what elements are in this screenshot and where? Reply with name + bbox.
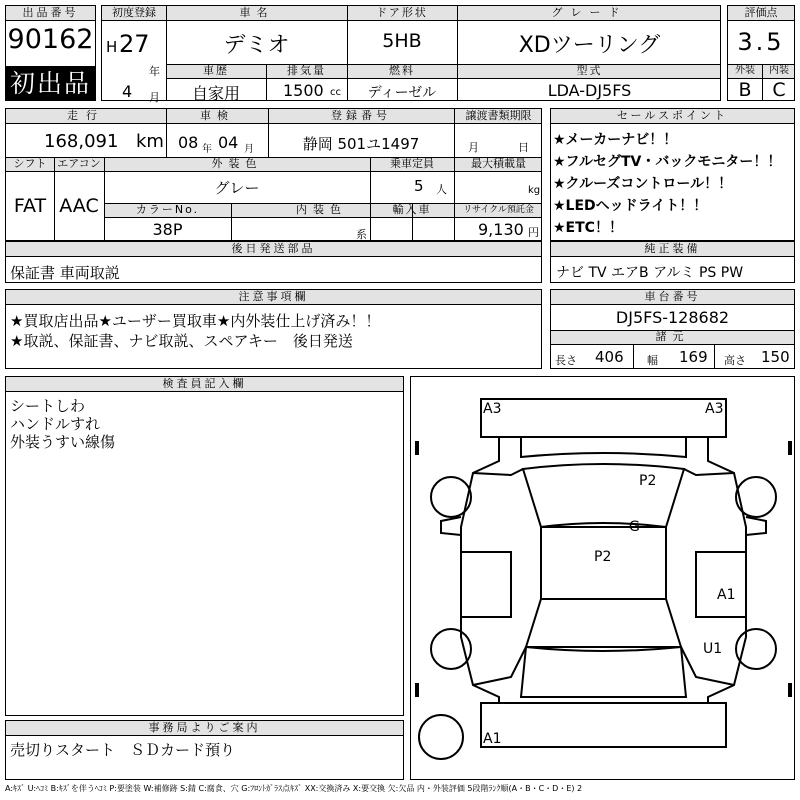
detail-box <box>5 108 542 241</box>
body-outline <box>461 437 746 703</box>
office-box <box>5 720 404 780</box>
front-bumper <box>481 399 726 437</box>
height-value: 150 <box>761 348 790 366</box>
capacity-label: 乗車定員 <box>390 157 434 170</box>
aircon-label: エアコン <box>57 157 101 170</box>
car-diagram <box>411 377 796 781</box>
plate-label: 登録番号 <box>331 109 391 122</box>
inspector-note: ハンドルすれ <box>10 415 101 433</box>
equipment-label: 純正装備 <box>551 242 794 257</box>
sales-point-item: ★クルーズコントロール！！ <box>553 176 733 192</box>
sales-point-item: ★フルセグTV・バックモニター！！ <box>553 154 782 170</box>
grade-label: グレード <box>551 6 628 19</box>
registration-year-unit: 年 <box>149 65 160 78</box>
interior-score-label: 内装 <box>769 65 789 76</box>
max-load-label: 最大積載量 <box>471 157 526 170</box>
inspection-month-unit: 月 <box>244 144 254 155</box>
transfer-label: 譲渡書類期限 <box>465 109 532 122</box>
chassis-label: 車台番号 <box>551 290 794 305</box>
displacement-label: 排気量 <box>287 64 326 77</box>
color-no-value: 38P <box>152 220 183 239</box>
score-label: 評価点 <box>728 6 794 21</box>
exterior-score: B <box>738 79 752 101</box>
width-label: 幅 <box>647 354 658 367</box>
recycle-label: リサイクル預託金 <box>463 205 534 215</box>
inspector-note: シートしわ <box>10 397 86 415</box>
damage-mark: A1 <box>717 587 736 603</box>
wheel-front-right <box>736 477 776 517</box>
score-value: 3.5 <box>737 28 785 56</box>
inspection-month: 04 <box>218 133 239 152</box>
windshield <box>523 464 684 527</box>
inspector-label: 検査員記入欄 <box>6 377 403 392</box>
mileage-value: 168,091 <box>44 131 119 152</box>
hood <box>521 437 686 457</box>
lot-number: 90162 <box>7 24 94 55</box>
equipment-value: ナビ TV エアB アルミ PS PW <box>556 265 744 281</box>
caution-box <box>5 289 542 369</box>
fuel-value: ディーゼル <box>367 85 437 101</box>
displacement-unit: cc <box>330 87 341 98</box>
sales-points-label: セールスポイント <box>551 109 794 124</box>
registration-era: H <box>106 38 118 56</box>
inspection-label: 車検 <box>200 109 234 122</box>
model-label: 車名 <box>239 6 274 19</box>
type-label: 型式 <box>576 64 603 77</box>
sales-point-item: ★メーカーナビ！！ <box>553 132 678 148</box>
interior-score: C <box>772 79 786 101</box>
sales-points-box <box>550 108 795 241</box>
registration-month-unit: 月 <box>149 91 160 104</box>
color-no-label: カラーNo. <box>135 203 200 216</box>
registration-label: 初度登録 <box>112 6 156 19</box>
damage-legend: A:ｷｽﾞ U:ﾍｺﾐ B:ｷｽﾞを伴うﾍｺﾐ P:要塗装 W:補修跡 S:錆 C:腐食、穴 G:ﾌﾛﾝﾄｶﾞﾗｽ点ｷｽﾞ XX:交換済み X:要交換 欠:欠品 内・外装評価 5段階ﾗﾝｸ順(A・B・C・D・E) 2 <box>5 784 583 793</box>
later-shipping-box <box>5 241 542 283</box>
score-box <box>727 5 795 101</box>
equipment-box <box>550 241 795 283</box>
car-diagram-box <box>410 376 795 780</box>
specs-label: 諸元 <box>655 330 690 343</box>
import-label: 輸入車 <box>392 203 432 216</box>
registration-month: 4 <box>122 82 133 101</box>
width-value: 169 <box>679 348 708 366</box>
registration-year: 27 <box>119 30 150 58</box>
capacity-value: 5 <box>414 177 424 195</box>
interior-color-unit: 系 <box>356 228 367 241</box>
inspection-year: 08 <box>178 133 199 152</box>
exterior-score-label: 外装 <box>735 65 755 76</box>
chassis-box <box>550 289 795 369</box>
fuel-label: 燃料 <box>389 64 415 77</box>
lot-box <box>5 5 96 101</box>
door-value: 5HB <box>382 30 422 52</box>
later-shipping-label: 後日発送部品 <box>6 242 541 257</box>
damage-mark: A3 <box>705 401 724 417</box>
rear-bumper <box>481 703 726 747</box>
damage-mark: U1 <box>703 641 723 657</box>
exterior-color-value: グレー <box>214 179 260 197</box>
door-label: ドア形状 <box>376 6 428 19</box>
wheel-front-left <box>431 477 471 517</box>
exterior-color-label: 外装色 <box>211 157 263 170</box>
length-value: 406 <box>595 348 624 366</box>
shift-label: シフト <box>13 157 47 170</box>
mileage-unit: km <box>136 131 164 152</box>
caution-line-2: ★取説、保証書、ナビ取説、スペアキー 後日発送 <box>10 332 353 350</box>
trunk <box>521 647 686 697</box>
capacity-unit: 人 <box>436 183 447 196</box>
shift-value: FAT <box>13 195 47 217</box>
displacement-value: 1500 <box>283 81 324 100</box>
sales-point-item: ★ETC！！ <box>553 220 623 236</box>
later-shipping-value: 保証書 車両取説 <box>10 264 120 282</box>
main-info-box <box>101 5 721 104</box>
transfer-day-unit: 日 <box>518 141 529 154</box>
lot-label: 出品番号 <box>6 6 95 21</box>
transfer-month-unit: 月 <box>468 141 479 154</box>
history-label: 車歴 <box>203 64 229 77</box>
recycle-unit: 円 <box>528 226 539 239</box>
caution-label: 注意事項欄 <box>6 290 541 305</box>
damage-mark: G <box>629 519 640 535</box>
office-label: 事務局よりご案内 <box>6 721 403 736</box>
office-value: 売切りスタート ＳＤカード預り <box>10 741 236 759</box>
mileage-label: 走行 <box>67 109 105 122</box>
damage-mark: P2 <box>639 473 657 489</box>
spare-tire <box>419 715 463 759</box>
damage-mark: A1 <box>483 731 502 747</box>
chassis-value: DJ5FS-128682 <box>615 308 730 327</box>
max-load-unit: kg <box>528 185 541 196</box>
caution-line-1: ★買取店出品★ユーザー買取車★内外装仕上げ済み！！ <box>10 312 381 330</box>
inspector-box <box>5 376 404 716</box>
inspection-year-unit: 年 <box>202 144 212 155</box>
history-value: 自家用 <box>191 84 240 103</box>
model-value: デミオ <box>223 33 290 58</box>
rear-window <box>526 599 681 651</box>
inspector-note: 外装うすい線傷 <box>10 433 116 451</box>
damage-mark: A3 <box>483 401 502 417</box>
plate-value: 静岡 501ユ1497 <box>302 135 420 153</box>
aircon-value: AAC <box>59 195 99 217</box>
height-label: 高さ <box>724 354 746 367</box>
type-value: LDA-DJ5FS <box>547 81 632 100</box>
recycle-value: 9,130 <box>478 220 524 239</box>
sales-point-item: ★LEDヘッドライト！！ <box>553 198 708 214</box>
damage-mark: P2 <box>594 549 612 565</box>
grade-value: XDツーリング <box>518 33 661 58</box>
interior-color-label: 内装色 <box>296 203 347 216</box>
first-listing-badge: 初出品 <box>6 66 95 101</box>
length-label: 長さ <box>555 354 577 367</box>
